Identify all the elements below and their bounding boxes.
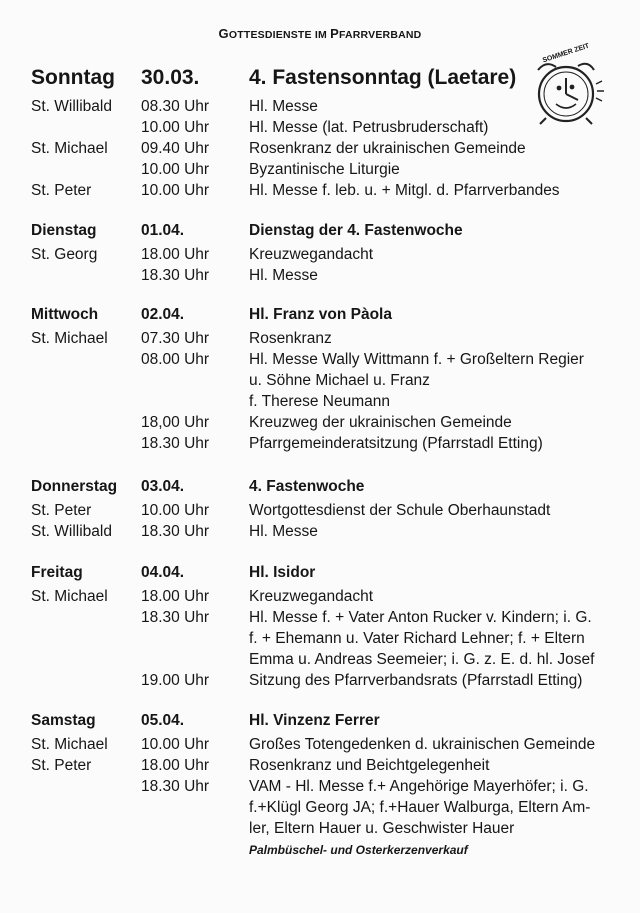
schedule-row xyxy=(0,330,640,351)
schedule-row xyxy=(0,351,640,372)
event-text: Rosenkranz der ukrainischen Gemeinde xyxy=(249,140,526,157)
schedule-row xyxy=(0,672,640,693)
schedule-row xyxy=(0,630,640,651)
schedule-row xyxy=(0,651,640,672)
schedule-row xyxy=(0,778,640,799)
day-header xyxy=(0,222,640,246)
time-label: 18.30 Uhr xyxy=(141,609,210,626)
time-label: 18.00 Uhr xyxy=(141,757,210,774)
time-label: 18.00 Uhr xyxy=(141,588,210,605)
schedule-row xyxy=(0,435,640,456)
page-title xyxy=(0,26,640,41)
event-text: f.+Klügl Georg JA; f.+Hauer Walburga, Eltern Am- xyxy=(249,799,591,816)
event-text: Emma u. Andreas Seemeier; i. G. z. E. d. hl. Josef xyxy=(249,651,595,668)
schedule-row xyxy=(0,267,640,288)
time-label: 18.30 Uhr xyxy=(141,523,210,540)
event-text: u. Söhne Michael u. Franz xyxy=(249,372,430,389)
schedule-row xyxy=(0,757,640,778)
event-text: Pfarrgemeinderatsitzung (Pfarrstadl Etting) xyxy=(249,435,543,452)
event-text: Sitzung des Pfarrverbandsrats (Pfarrstadl Etting) xyxy=(249,672,583,689)
place-label: St. Michael xyxy=(31,736,108,753)
schedule-row xyxy=(0,799,640,820)
schedule-row xyxy=(0,246,640,267)
day-date: 02.04. xyxy=(141,306,185,323)
day-header xyxy=(0,306,640,330)
day-title: Hl. Vinzenz Ferrer xyxy=(249,712,380,729)
time-label: 10.00 Uhr xyxy=(141,119,210,136)
schedule-row xyxy=(0,119,640,140)
event-text: Kreuzwegandacht xyxy=(249,588,374,605)
schedule-row xyxy=(0,523,640,544)
day-title: Hl. Franz von Pàola xyxy=(249,306,392,323)
time-label: 10.00 Uhr xyxy=(141,502,210,519)
place-label: St. Georg xyxy=(31,246,98,263)
time-label: 18.30 Uhr xyxy=(141,778,210,795)
day-title: 4. Fastenwoche xyxy=(249,478,365,495)
time-label: 08.00 Uhr xyxy=(141,351,210,368)
day-header xyxy=(0,66,640,98)
sale-note: Palmbüschel- und Osterkerzenverkauf xyxy=(249,843,468,857)
event-text: f. + Ehemann u. Vater Richard Lehner; f. + Eltern xyxy=(249,630,585,647)
place-label: St. Peter xyxy=(31,502,92,519)
event-text: Hl. Messe xyxy=(249,98,318,115)
place-label: St. Willibald xyxy=(31,523,112,540)
day-name: Sonntag xyxy=(31,66,115,89)
schedule-row xyxy=(0,588,640,609)
time-label: 10.00 Uhr xyxy=(141,182,210,199)
event-text: Hl. Messe f. leb. u. + Mitgl. d. Pfarrverbandes xyxy=(249,182,560,199)
day-header xyxy=(0,712,640,736)
event-text: Hl. Messe (lat. Petrusbruderschaft) xyxy=(249,119,489,136)
title-part: FARRVERBAND xyxy=(338,29,422,41)
event-text: Hl. Messe xyxy=(249,523,318,540)
place-label: St. Peter xyxy=(31,182,92,199)
time-label: 09.40 Uhr xyxy=(141,140,210,157)
time-label: 10.00 Uhr xyxy=(141,736,210,753)
place-label: St. Willibald xyxy=(31,98,112,115)
day-date: 03.04. xyxy=(141,478,185,495)
time-label: 08.30 Uhr xyxy=(141,98,210,115)
event-text: Rosenkranz xyxy=(249,330,332,347)
day-block xyxy=(0,712,640,859)
schedule-row xyxy=(0,609,640,630)
day-block xyxy=(0,478,640,544)
time-label: 18.30 Uhr xyxy=(141,267,210,284)
schedule-row xyxy=(0,502,640,523)
day-date: 04.04. xyxy=(141,564,185,581)
day-date: 30.03. xyxy=(141,66,200,89)
event-text: Wortgottesdienst der Schule Oberhaunstadt xyxy=(249,502,551,519)
place-label: St. Peter xyxy=(31,757,92,774)
event-text: Großes Totengedenken d. ukrainischen Gemeinde xyxy=(249,736,596,753)
day-block xyxy=(0,564,640,693)
day-name: Donnerstag xyxy=(31,478,118,495)
time-label: 18,00 Uhr xyxy=(141,414,210,431)
schedule-row xyxy=(0,414,640,435)
schedule-row xyxy=(0,140,640,161)
event-text: Kreuzwegandacht xyxy=(249,246,374,263)
title-part: G xyxy=(218,26,229,41)
day-name: Dienstag xyxy=(31,222,97,239)
clock-label: SOMMER ZEIT xyxy=(541,42,591,65)
event-text: ler, Eltern Hauer u. Geschwister Hauer xyxy=(249,820,515,837)
event-text: Hl. Messe Wally Wittmann f. + Großeltern Regier xyxy=(249,351,584,368)
schedule-row xyxy=(0,393,640,414)
event-text: Kreuzweg der ukrainischen Gemeinde xyxy=(249,414,512,431)
event-text: Byzantinische Liturgie xyxy=(249,161,400,178)
event-text: Hl. Messe xyxy=(249,267,318,284)
day-date: 01.04. xyxy=(141,222,185,239)
day-block xyxy=(0,306,640,456)
time-label: 18.30 Uhr xyxy=(141,435,210,452)
schedule-row xyxy=(0,98,640,119)
day-header xyxy=(0,564,640,588)
event-text: Rosenkranz und Beichtgelegenheit xyxy=(249,757,490,774)
day-title: 4. Fastensonntag (Laetare) xyxy=(249,66,517,89)
title-part: P xyxy=(330,26,339,41)
event-text: VAM - Hl. Messe f.+ Angehörige Mayerhöfer; i. G. xyxy=(249,778,589,795)
day-title: Dienstag der 4. Fastenwoche xyxy=(249,222,463,239)
place-label: St. Michael xyxy=(31,140,108,157)
time-label: 18.00 Uhr xyxy=(141,246,210,263)
day-title: Hl. Isidor xyxy=(249,564,316,581)
time-label: 07.30 Uhr xyxy=(141,330,210,347)
day-header xyxy=(0,478,640,502)
day-date: 05.04. xyxy=(141,712,185,729)
place-label: St. Michael xyxy=(31,330,108,347)
schedule-row xyxy=(0,736,640,757)
time-label: 10.00 Uhr xyxy=(141,161,210,178)
event-text: Hl. Messe f. + Vater Anton Rucker v. Kindern; i. G. xyxy=(249,609,592,626)
day-name: Samstag xyxy=(31,712,96,729)
schedule-row xyxy=(0,372,640,393)
event-text: f. Therese Neumann xyxy=(249,393,391,410)
day-name: Mittwoch xyxy=(31,306,99,323)
day-block xyxy=(0,66,640,203)
title-part: OTTESDIENSTE IM xyxy=(228,29,331,41)
place-label: St. Michael xyxy=(31,588,108,605)
time-label: 19.00 Uhr xyxy=(141,672,210,689)
day-name: Freitag xyxy=(31,564,83,581)
schedule-row xyxy=(0,820,640,841)
day-block xyxy=(0,222,640,288)
schedule-row xyxy=(0,182,640,203)
schedule-row xyxy=(0,161,640,182)
